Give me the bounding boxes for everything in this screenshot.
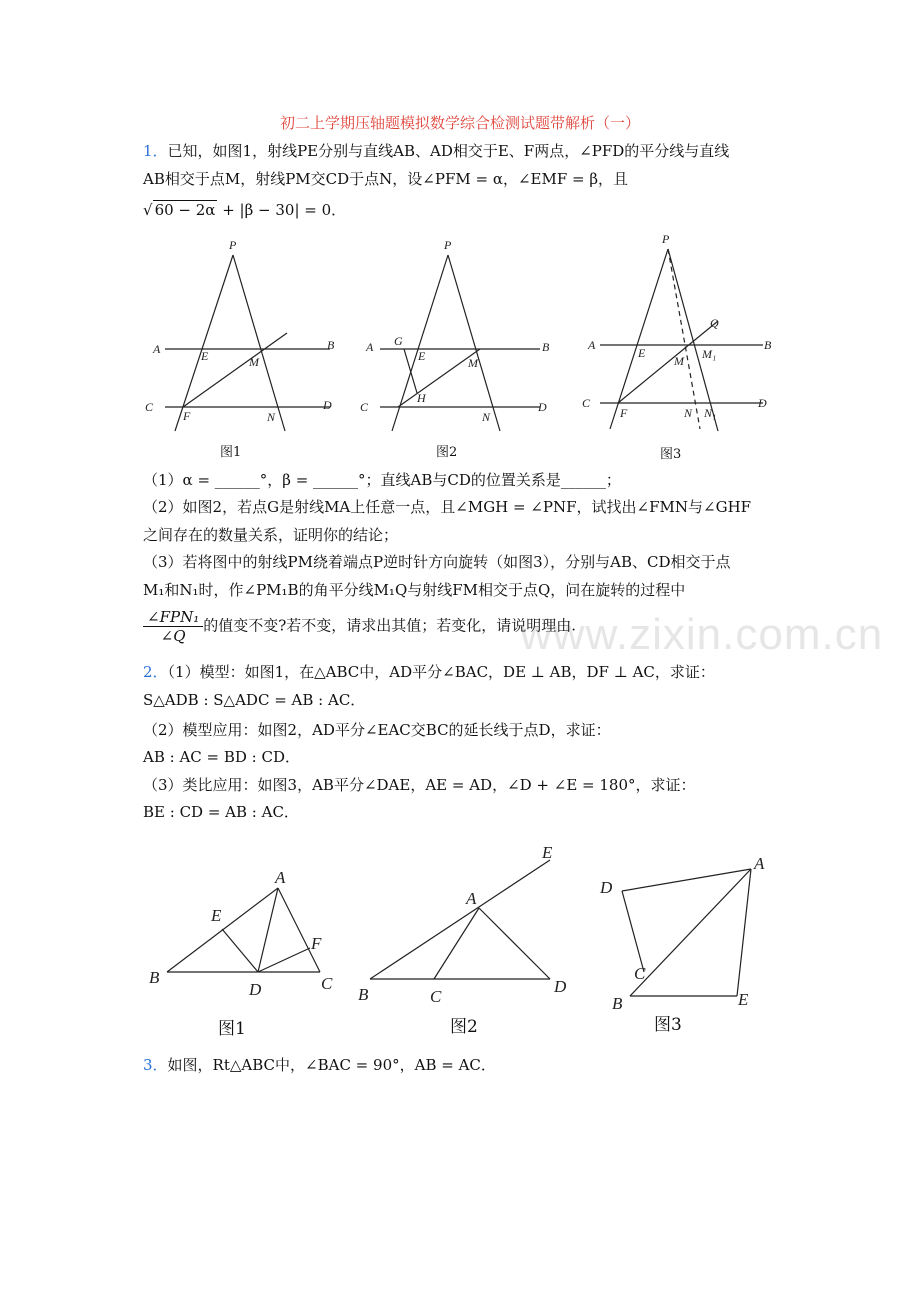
q1-line3: √ 60 − 2α + |β − 30| = 0． (143, 201, 347, 219)
point-label: M (674, 354, 684, 368)
q1-part1: （1）α = ______°，β = ______°；直线AB与CD的位置关系是______； (143, 471, 621, 489)
point-label: E (738, 990, 749, 1009)
point-label: C (145, 400, 154, 414)
point-label: E (418, 349, 426, 363)
point-label: A (754, 854, 765, 873)
q1-fraction (143, 608, 203, 645)
point-label: N (267, 410, 276, 424)
q2-line2: S△ADB : S△ADC = AB : AC． (143, 691, 366, 709)
q3-text1: 如图，Rt△ABC中，∠BAC = 90°，AB = AC． (167, 1056, 496, 1074)
q3-number: 3． (143, 1056, 168, 1074)
point-label: P (444, 238, 452, 252)
point-label: A (366, 340, 374, 354)
point-label: E (542, 843, 553, 862)
point-label: D (600, 878, 613, 897)
fraction-numerator: ∠FPN₁ (143, 608, 203, 627)
point-label: F (620, 406, 628, 420)
point-label: A (275, 868, 286, 887)
point-label: D (758, 396, 767, 410)
q1-number: 1． (143, 142, 168, 160)
point-label: D (249, 980, 262, 999)
point-label: G (394, 334, 403, 348)
q1-fig3-label: 图3 (660, 447, 682, 462)
page-title: 初二上学期压轴题模拟数学综合检测试题带解析（一） (279, 114, 640, 132)
q2-line6: BE : CD = AB : AC． (143, 803, 299, 821)
q1-part3b: M₁和N₁时，作∠PM₁B的角平分线M₁Q与射线FM相交于点Q，问在旋转的过程中 (143, 581, 686, 599)
point-label: D (538, 400, 547, 414)
point-label: E (211, 906, 222, 925)
point-label: Q (710, 316, 719, 330)
q1-line2: AB相交于点M，射线PM交CD于点N，设∠PFM = α，∠EMF = β，且 (143, 170, 629, 188)
point-label: B (612, 994, 623, 1013)
point-label: D (323, 398, 332, 412)
fraction-denominator: ∠Q (160, 627, 186, 645)
point-label: M₁ (702, 347, 717, 361)
q1-part3c (143, 608, 576, 645)
point-label: P (229, 238, 237, 252)
point-label: N₁ (704, 406, 717, 420)
point-label: P (662, 232, 670, 246)
point-label: B (327, 338, 335, 352)
q2-figure3 (596, 845, 796, 1015)
q2-fig2-label: 图2 (450, 1017, 478, 1037)
q2-line5: （3）类比应用：如图3，AB平分∠DAE，AE = AD，∠D + ∠E = 180°，求证： (143, 776, 696, 794)
q1-part3a: （3）若将图中的射线PM绕着端点P逆时针方向旋转（如图3），分别与AB、CD相交于点 (143, 553, 731, 571)
q2-fig3-label: 图3 (654, 1015, 682, 1035)
q1-fig2-label: 图2 (436, 445, 458, 460)
q2-fig1-label: 图1 (218, 1019, 246, 1039)
q1-figure2 (360, 235, 560, 435)
q2-figure2 (358, 840, 588, 1010)
q2-number: 2． (143, 663, 168, 681)
point-label: F (183, 409, 191, 423)
point-label: B (149, 968, 160, 987)
q2-text1: （1）模型：如图1，在△ABC中，AD平分∠BAC，DE ⊥ AB，DF ⊥ AC，求证： (167, 663, 715, 681)
point-label: C (430, 987, 442, 1006)
point-label: F (311, 934, 322, 953)
point-label: A (153, 342, 161, 356)
q1-part3c-text: 的值变不变?若不变，请求出其值；若变化，请说明理由. (203, 616, 577, 635)
q1-abs: + |β − 30| = 0． (217, 201, 347, 219)
point-label: H (417, 391, 426, 405)
point-label: B (542, 340, 550, 354)
q1-part2b: 之间存在的数量关系，证明你的结论； (143, 526, 399, 544)
q2-line3: （2）模型应用：如图2，AD平分∠EAC交BC的延长线于点D，求证： (143, 721, 611, 739)
point-label: E (201, 349, 209, 363)
point-label: C (582, 396, 591, 410)
watermark: www.zixin.com.cn (520, 610, 884, 659)
q3-line1 (143, 1055, 496, 1075)
q1-sqrt: 60 − 2α (154, 201, 216, 219)
point-label: D (554, 977, 567, 996)
point-label: N (482, 410, 491, 424)
point-label: M (249, 355, 259, 369)
point-label: C (360, 400, 369, 414)
point-label: A (466, 889, 477, 908)
q1-text1: 已知，如图1，射线PE分别与直线AB、AD相交于E、F两点，∠PFD的平分线与直线 (167, 142, 730, 160)
q2-line4: AB : AC = BD : CD． (143, 748, 301, 766)
point-label: E (638, 346, 646, 360)
point-label: B (358, 985, 369, 1004)
q1-line1 (143, 141, 729, 161)
q1-figure3 (578, 232, 788, 445)
point-label: M (468, 356, 478, 370)
q1-fig1-label: 图1 (220, 445, 242, 460)
q2-figure1 (145, 865, 345, 1005)
q2-line1 (143, 662, 715, 682)
q1-figure1 (145, 235, 345, 435)
point-label: A (588, 338, 596, 352)
point-label: N (684, 406, 693, 420)
point-label: C (634, 964, 646, 983)
point-label: B (764, 338, 772, 352)
point-label: C (321, 974, 333, 993)
q1-part2a: （2）如图2，若点G是射线MA上任意一点，且∠MGH = ∠PNF，试找出∠FMN与∠GHF (143, 498, 752, 516)
